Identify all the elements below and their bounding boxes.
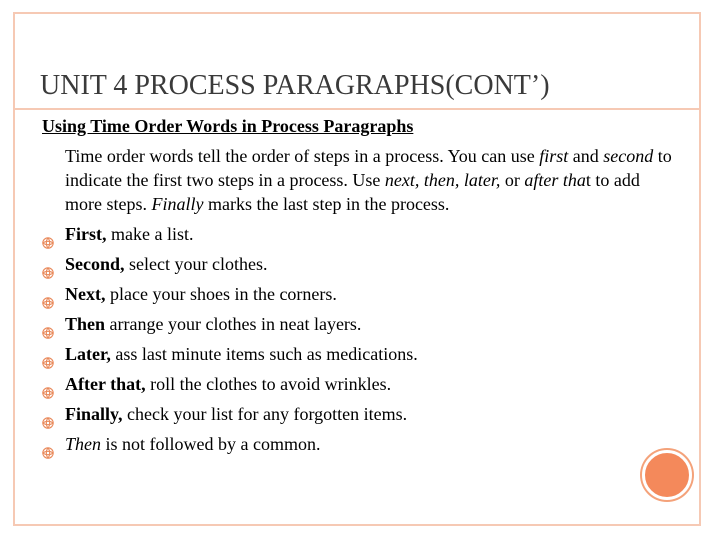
slide-title: UNIT 4 PROCESS PARAGRAPHS(CONT’): [40, 70, 550, 101]
text-run: and: [568, 146, 604, 166]
bullet-text: [65, 344, 418, 364]
bullet-item: [40, 429, 418, 459]
steps-list: [40, 219, 418, 459]
text-run: First,: [65, 224, 107, 244]
bullet-text: [65, 284, 337, 304]
text-run: or: [500, 170, 525, 190]
bullet-item: [40, 399, 418, 429]
text-run: Finally: [151, 194, 204, 214]
bullet-item: [40, 219, 418, 249]
bullet-item: [40, 249, 418, 279]
bullet-text: [65, 404, 407, 424]
decorative-circle: [642, 450, 692, 500]
text-run: After that,: [65, 374, 146, 394]
text-run: make a list.: [106, 224, 194, 244]
flower-bullet-icon: [42, 258, 54, 270]
bullet-text: [65, 434, 320, 454]
text-run: ass last minute items such as medications.: [110, 344, 418, 364]
text-run: Then: [65, 434, 101, 454]
text-run: is not followed by a common.: [101, 434, 321, 454]
flower-bullet-icon: [42, 408, 54, 420]
flower-bullet-icon: [42, 228, 54, 240]
flower-bullet-icon: [42, 288, 54, 300]
section-heading: Using Time Order Words in Process Paragraphs: [42, 116, 414, 136]
text-run: after tha: [524, 170, 586, 190]
bullet-text: [65, 254, 267, 274]
bullet-item: [40, 339, 418, 369]
text-run: Finally,: [65, 404, 123, 424]
flower-bullet-icon: [42, 318, 54, 330]
text-run: arrange your clothes in neat layers.: [105, 314, 362, 334]
text-run: to indicate the first two steps in a process. Use: [65, 146, 672, 190]
text-run: second: [603, 146, 654, 166]
text-run: place your shoes in the corners.: [105, 284, 337, 304]
text-run: Later,: [65, 344, 111, 364]
title-divider: [15, 108, 699, 110]
bullet-text: [65, 314, 361, 334]
text-run: marks the last step in the process.: [203, 194, 450, 214]
text-run: next, then, later,: [384, 170, 501, 190]
intro-paragraph: [65, 144, 680, 216]
text-run: first: [539, 146, 569, 166]
text-run: roll the clothes to avoid wrinkles.: [145, 374, 392, 394]
text-run: Time order words tell the order of steps in a process. You can use: [65, 146, 540, 166]
bullet-text: [65, 224, 193, 244]
bullet-item: [40, 309, 418, 339]
text-run: Next,: [65, 284, 106, 304]
bullet-item: [40, 279, 418, 309]
bullet-text: [65, 374, 391, 394]
text-run: check your list for any forgotten items.: [122, 404, 408, 424]
flower-bullet-icon: [42, 378, 54, 390]
text-run: Then: [65, 314, 106, 334]
flower-bullet-icon: [42, 438, 54, 450]
text-run: Second,: [65, 254, 125, 274]
text-run: select your clothes.: [124, 254, 268, 274]
text-run: t to add more steps.: [65, 170, 640, 214]
flower-bullet-icon: [42, 348, 54, 360]
bullet-item: [40, 369, 418, 399]
